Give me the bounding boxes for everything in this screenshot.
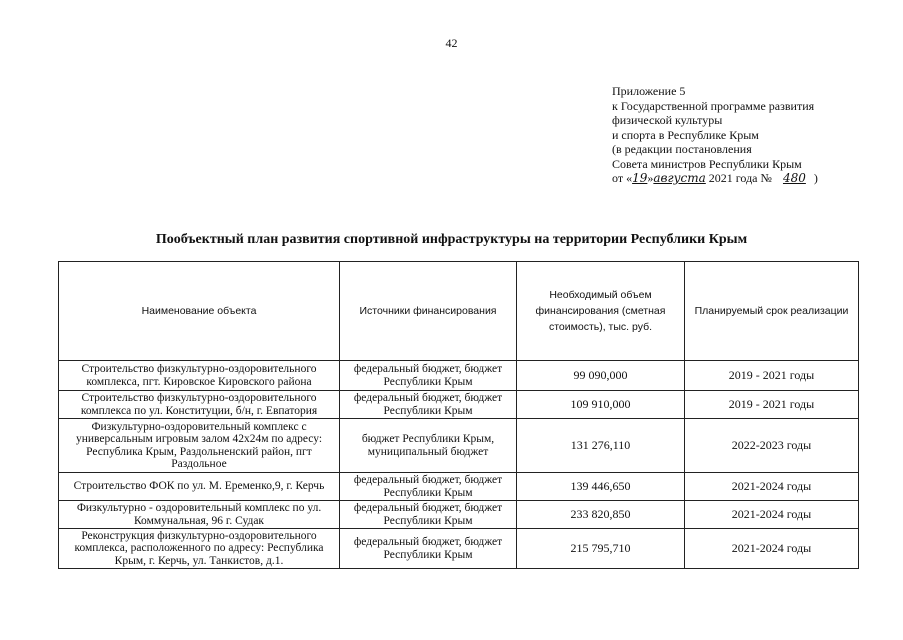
cell-funding-source: федеральный бюджет, бюджет Республики Крым: [340, 501, 517, 529]
appendix-line: (в редакции постановления: [612, 142, 752, 156]
handwritten-day: 19: [632, 171, 648, 185]
cell-amount: 215 795,710: [517, 529, 685, 569]
document-title: Пообъектный план развития спортивной инфраструктуры на территории Республики Крым: [155, 232, 748, 247]
table-row: [59, 473, 859, 501]
cell-amount: 99 090,000: [517, 361, 685, 391]
cell-funding-source: федеральный бюджет, бюджет Республики Крым: [340, 391, 517, 419]
header-funding-source: Источники финансирования: [340, 262, 517, 361]
appendix-line: физической культуры: [612, 113, 723, 127]
table-row: [59, 419, 859, 473]
cell-amount: 233 820,850: [517, 501, 685, 529]
cell-amount: 139 446,650: [517, 473, 685, 501]
cell-funding-source: бюджет Республики Крым, муниципальный бюджет: [340, 419, 517, 473]
header-funding-amount: Необходимый объем финансирования (сметная стоимость), тыс. руб.: [517, 262, 685, 361]
header-object-name: Наименование объекта: [59, 262, 340, 361]
cell-period: 2019 - 2021 годы: [685, 361, 859, 391]
table-row: [59, 529, 859, 569]
cell-funding-source: федеральный бюджет, бюджет Республики Крым: [340, 529, 517, 569]
appendix-line: Совета министров Республики Крым: [612, 156, 802, 171]
appendix-line: и спорта в Республике Крым: [612, 127, 759, 142]
cell-funding-source: федеральный бюджет, бюджет Республики Крым: [340, 361, 517, 391]
table-row: [59, 501, 859, 529]
table-row: [59, 361, 859, 391]
table-row: [59, 391, 859, 419]
page-number: 42: [445, 36, 458, 50]
cell-amount: 131 276,110: [517, 419, 685, 473]
cell-object-name: Физкультурно - оздоровительный комплекс по ул. Коммунальная, 96 г. Судак: [59, 501, 340, 529]
handwritten-number: 480: [782, 171, 806, 185]
cell-amount: 109 910,000: [517, 391, 685, 419]
appendix-line: к Государственной программе развития: [612, 98, 815, 113]
appendix-block: [612, 84, 818, 186]
date-prefix: от «: [612, 171, 633, 185]
table-header-row: [59, 262, 859, 361]
cell-object-name: Строительство физкультурно-оздоровительного комплекса по ул. Конституции, б/н, г. Евпатория: [59, 391, 340, 419]
cell-period: 2022-2023 годы: [685, 419, 859, 473]
cell-object-name: Строительство ФОК по ул. М. Еременко,9, г. Керчь: [59, 473, 340, 501]
cell-object-name: Реконструкция физкультурно-оздоровительного комплекса, расположенного по адресу: Республика Крым, г. Керчь, ул. Танкистов, д.1.: [59, 529, 340, 569]
date-mid: »: [647, 171, 654, 185]
cell-object-name: Физкультурно-оздоровительный комплекс с универсальным игровым залом 42х24м по адресу: Республика Крым, Раздольненский район, пгт Раздольное: [59, 419, 340, 473]
cell-period: 2021-2024 годы: [685, 501, 859, 529]
cell-period: 2019 - 2021 годы: [685, 391, 859, 419]
infrastructure-table: [58, 261, 859, 569]
date-suffix: ): [813, 171, 818, 185]
date-year: 2021 года №: [705, 171, 775, 185]
appendix-line: Приложение 5: [612, 84, 686, 98]
header-period: Планируемый срок реализации: [685, 262, 859, 361]
appendix-date-line: [612, 171, 818, 186]
handwritten-month: августа: [653, 171, 706, 185]
cell-funding-source: федеральный бюджет, бюджет Республики Крым: [340, 473, 517, 501]
cell-object-name: Строительство физкультурно-оздоровительного комплекса, пгт. Кировское Кировского района: [59, 361, 340, 391]
cell-period: 2021-2024 годы: [685, 529, 859, 569]
cell-period: 2021-2024 годы: [685, 473, 859, 501]
